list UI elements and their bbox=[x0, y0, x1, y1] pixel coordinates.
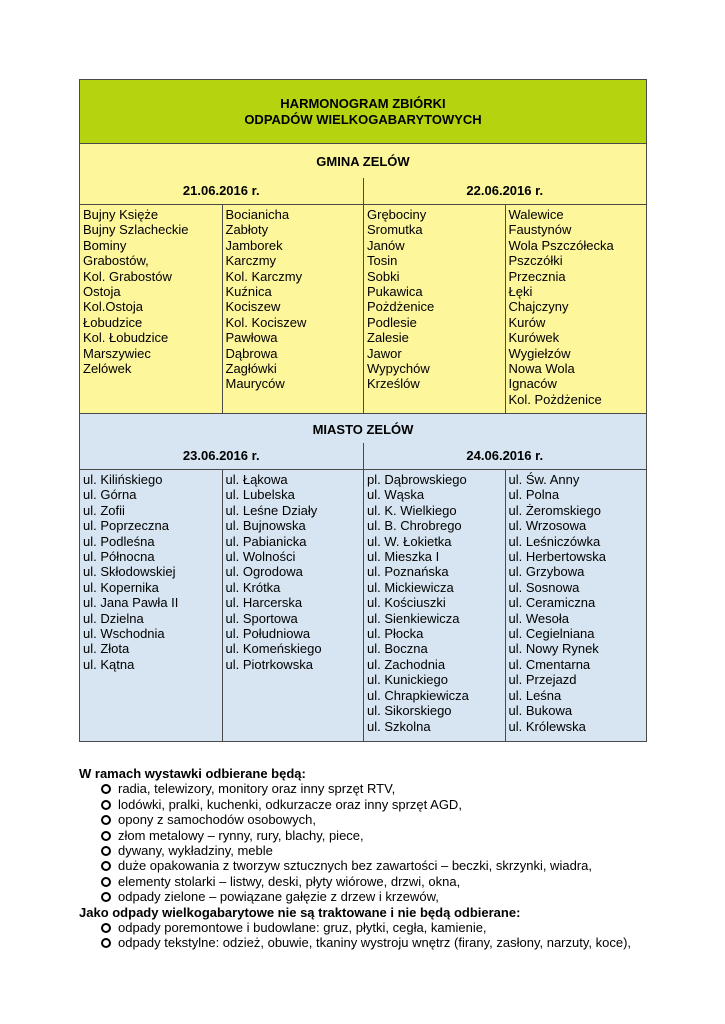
hollow-circle-bullet-icon bbox=[101, 892, 111, 902]
list-item: Zelówek bbox=[83, 361, 132, 377]
list-item: ul. Północna bbox=[83, 549, 155, 565]
list-item: Krześlów bbox=[367, 376, 420, 392]
title-line-1: HARMONOGRAM ZBIÓRKI bbox=[280, 95, 446, 111]
list-item: ul. Poznańska bbox=[367, 564, 449, 580]
bullet-item bbox=[101, 874, 639, 889]
list-item: Faustynów bbox=[508, 222, 572, 238]
gmina-section bbox=[80, 144, 646, 414]
miasto-date-1: 23.06.2016 r. bbox=[182, 448, 260, 463]
list-item: Janów bbox=[367, 237, 405, 253]
list-item: ul. Herbertowska bbox=[508, 549, 607, 565]
list-item: ul. Boczna bbox=[367, 641, 428, 657]
column-1 bbox=[80, 470, 222, 741]
list-item: ul. Wąska bbox=[367, 487, 425, 503]
list-item: Karczmy bbox=[225, 253, 277, 269]
bullet-item bbox=[101, 781, 639, 796]
list-item: ul. Podleśna bbox=[83, 533, 155, 549]
column-3 bbox=[363, 205, 505, 413]
bullet-text: złom metalowy – rynny, rury, blachy, piece, bbox=[118, 827, 364, 843]
miasto-columns bbox=[80, 469, 646, 741]
list-item: ul. Św. Anny bbox=[508, 472, 580, 487]
list-item: ul. Komeńskiego bbox=[225, 641, 322, 657]
list-item: Ostoja bbox=[83, 284, 121, 300]
bullet-text: radia, telewizory, monitory oraz inny sprzęt RTV, bbox=[118, 781, 396, 797]
list-item: Bujny Księże bbox=[83, 207, 159, 222]
bullet-text: odpady tekstylne: odzież, obuwie, tkaniny wystroju wnętrz (firany, zasłony, narzuty, koce), bbox=[118, 935, 632, 951]
list-item: Tosin bbox=[367, 253, 398, 269]
list-item: Bujny Szlacheckie bbox=[83, 222, 189, 238]
list-item: ul. Grzybowa bbox=[508, 564, 585, 580]
list-item: ul. Górna bbox=[83, 487, 137, 503]
list-item: ul. Zachodnia bbox=[367, 656, 446, 672]
list-item: ul. Leśna bbox=[508, 687, 562, 703]
list-item: Pszczółki bbox=[508, 253, 563, 269]
schedule-title bbox=[80, 80, 646, 144]
list-item: Dąbrowa bbox=[225, 345, 278, 361]
list-item: ul. Bukowa bbox=[508, 703, 573, 719]
list-item: Zalesie bbox=[367, 330, 409, 346]
list-item: ul. Nowy Rynek bbox=[508, 641, 599, 657]
list-item: ul. Cegielniana bbox=[508, 626, 595, 642]
miasto-dates bbox=[80, 443, 646, 469]
column-4 bbox=[505, 205, 647, 413]
list-item: ul. Wschodnia bbox=[83, 626, 165, 642]
hollow-circle-bullet-icon bbox=[101, 800, 111, 810]
list-item: Kol. Grabostów bbox=[83, 268, 172, 284]
rejected-heading: Jako odpady wielkogabarytowe nie są traktowane i nie będą odbierane: bbox=[79, 904, 521, 920]
list-item: ul. Sikorskiego bbox=[367, 703, 452, 719]
list-item: Zagłówki bbox=[225, 361, 277, 377]
list-item: ul. Leśne Działy bbox=[225, 502, 318, 518]
hollow-circle-bullet-icon bbox=[101, 815, 111, 825]
list-item: Wypychów bbox=[367, 361, 430, 377]
rejected-list bbox=[79, 920, 639, 951]
list-item: Kol. Kociszew bbox=[225, 314, 307, 330]
list-item: ul. Krótka bbox=[225, 579, 281, 595]
list-item: Chajczyny bbox=[508, 299, 569, 315]
accepted-heading: W ramach wystawki odbierane będą: bbox=[79, 766, 306, 781]
list-item: Jamborek bbox=[225, 237, 283, 253]
list-item: Kurów bbox=[508, 314, 546, 330]
list-item: Kol. Łobudzice bbox=[83, 330, 169, 346]
schedule-table bbox=[79, 79, 647, 742]
list-item: ul. Kopernika bbox=[83, 579, 159, 595]
bullet-item bbox=[101, 889, 639, 904]
list-item: Walewice bbox=[508, 207, 564, 222]
list-item: ul. Kunickiego bbox=[367, 672, 448, 688]
list-item: ul. Leśniczówka bbox=[508, 533, 601, 549]
list-item: Kol.Ostoja bbox=[83, 299, 143, 315]
bullet-text: lodówki, pralki, kuchenki, odkurzacze oraz inny sprzęt AGD, bbox=[118, 796, 462, 812]
accepted-list bbox=[79, 781, 639, 904]
list-item: ul. Zofii bbox=[83, 502, 125, 518]
bullet-text: duże opakowania z tworzyw sztucznych bez zawartości – beczki, skrzynki, wiadra, bbox=[118, 858, 592, 874]
list-item: Pukawica bbox=[367, 284, 423, 300]
list-item: ul. Lubelska bbox=[225, 487, 295, 503]
list-item: ul. Mieszka I bbox=[367, 549, 440, 565]
list-item: ul. Ogrodowa bbox=[225, 564, 303, 580]
gmina-date-2: 22.06.2016 r. bbox=[363, 178, 647, 204]
hollow-circle-bullet-icon bbox=[101, 831, 111, 841]
list-item: Przecznia bbox=[508, 268, 566, 284]
list-item: ul. W. Łokietka bbox=[367, 533, 452, 549]
list-item: ul. Poprzeczna bbox=[83, 518, 169, 534]
list-item: pl. Dąbrowskiego bbox=[367, 472, 467, 487]
list-item: ul. Kątna bbox=[83, 656, 135, 672]
list-item: ul. Łąkowa bbox=[225, 472, 288, 487]
list-item: ul. Sienkiewicza bbox=[367, 610, 460, 626]
column-2 bbox=[222, 470, 364, 741]
list-item: ul. Piotrkowska bbox=[225, 656, 313, 672]
column-2 bbox=[222, 205, 364, 413]
hollow-circle-bullet-icon bbox=[101, 923, 111, 933]
hollow-circle-bullet-icon bbox=[101, 846, 111, 856]
list-item: ul. Złota bbox=[83, 641, 130, 657]
list-item: ul. Cmentarna bbox=[508, 656, 591, 672]
hollow-circle-bullet-icon bbox=[101, 861, 111, 871]
list-item: ul. Mickiewicza bbox=[367, 579, 454, 595]
list-item: ul. Królewska bbox=[508, 718, 586, 734]
list-item: ul. Kościuszki bbox=[367, 595, 446, 611]
list-item: Zabłoty bbox=[225, 222, 269, 238]
list-item: Wola Pszczółecka bbox=[508, 237, 614, 253]
list-item: Nowa Wola bbox=[508, 361, 575, 377]
list-item: Bominy bbox=[83, 237, 127, 253]
list-item: ul. Dzielna bbox=[83, 610, 144, 626]
list-item: Kurówek bbox=[508, 330, 560, 346]
list-item: Podlesie bbox=[367, 314, 417, 330]
list-item: ul. Płocka bbox=[367, 626, 424, 642]
column-1 bbox=[80, 205, 222, 413]
list-item: ul. Chrapkiewicza bbox=[367, 687, 469, 703]
list-item: Łęki bbox=[508, 284, 533, 300]
list-item: Wygiełzów bbox=[508, 345, 571, 361]
list-item: Kol. Pożdżenice bbox=[508, 391, 602, 407]
list-item: Bocianicha bbox=[225, 207, 290, 222]
column-3 bbox=[363, 470, 505, 741]
list-item: ul. K. Wielkiego bbox=[367, 502, 457, 518]
list-item: Łobudzice bbox=[83, 314, 143, 330]
list-item: Jawor bbox=[367, 345, 402, 361]
hollow-circle-bullet-icon bbox=[101, 938, 111, 948]
bullet-text: elementy stolarki – listwy, deski, płyty wiórowe, drzwi, okna, bbox=[118, 873, 461, 889]
hollow-circle-bullet-icon bbox=[101, 784, 111, 794]
column-4 bbox=[505, 470, 647, 741]
list-item: ul. Sportowa bbox=[225, 610, 298, 626]
bullet-item bbox=[101, 812, 639, 827]
list-item: ul. Przejazd bbox=[508, 672, 577, 688]
list-item: Kociszew bbox=[225, 299, 281, 315]
gmina-date-1: 21.06.2016 r. bbox=[182, 183, 260, 198]
bullet-text: odpady poremontowe i budowlane: gruz, płytki, cegła, kamienie, bbox=[118, 920, 487, 936]
bullet-item bbox=[101, 858, 639, 873]
list-item: Sromutka bbox=[367, 222, 423, 238]
list-item: ul. Polna bbox=[508, 487, 560, 503]
gmina-dates bbox=[80, 178, 646, 204]
title-line-2: ODPADÓW WIELKOGABARYTOWYCH bbox=[244, 111, 482, 127]
list-item: Grębociny bbox=[367, 207, 427, 222]
miasto-section bbox=[80, 414, 646, 741]
list-item: Pawłowa bbox=[225, 330, 278, 346]
list-item: ul. Wrzosowa bbox=[508, 518, 587, 534]
list-item: ul. Harcerska bbox=[225, 595, 303, 611]
list-item: ul. Wolności bbox=[225, 549, 296, 565]
bullet-item bbox=[101, 935, 639, 950]
list-item: Grabostów, bbox=[83, 253, 149, 269]
list-item: ul. Skłodowskiej bbox=[83, 564, 176, 580]
bullet-item bbox=[101, 828, 639, 843]
list-item: ul. Jana Pawła II bbox=[83, 595, 179, 611]
hollow-circle-bullet-icon bbox=[101, 877, 111, 887]
bullet-item bbox=[101, 843, 639, 858]
list-item: ul. Wesoła bbox=[508, 610, 569, 626]
list-item: ul. B. Chrobrego bbox=[367, 518, 462, 534]
list-item: Mauryców bbox=[225, 376, 285, 392]
list-item: Kol. Karczmy bbox=[225, 268, 303, 284]
list-item: ul. Ceramiczna bbox=[508, 595, 596, 611]
list-item: Pożdżenice bbox=[367, 299, 435, 315]
bullet-item bbox=[101, 920, 639, 935]
list-item: ul. Żeromskiego bbox=[508, 502, 601, 518]
notes bbox=[79, 766, 639, 951]
list-item: Kuźnica bbox=[225, 284, 272, 300]
miasto-heading: MIASTO ZELÓW bbox=[312, 422, 414, 437]
list-item: ul. Sosnowa bbox=[508, 579, 580, 595]
miasto-date-2: 24.06.2016 r. bbox=[363, 443, 647, 469]
list-item: ul. Szkolna bbox=[367, 718, 431, 734]
list-item: Marszywiec bbox=[83, 345, 151, 361]
gmina-columns bbox=[80, 204, 646, 413]
list-item: ul. Południowa bbox=[225, 626, 311, 642]
bullet-item bbox=[101, 797, 639, 812]
gmina-heading: GMINA ZELÓW bbox=[316, 154, 410, 169]
list-item: ul. Pabianicka bbox=[225, 533, 307, 549]
list-item: ul. Kilińskiego bbox=[83, 472, 163, 487]
list-item: Sobki bbox=[367, 268, 400, 284]
bullet-text: odpady zielone – powiązane gałęzie z drzew i krzewów, bbox=[118, 889, 439, 905]
list-item: Ignaców bbox=[508, 376, 557, 392]
list-item: ul. Bujnowska bbox=[225, 518, 306, 534]
bullet-text: dywany, wykładziny, meble bbox=[118, 843, 273, 859]
bullet-text: opony z samochodów osobowych, bbox=[118, 812, 317, 828]
